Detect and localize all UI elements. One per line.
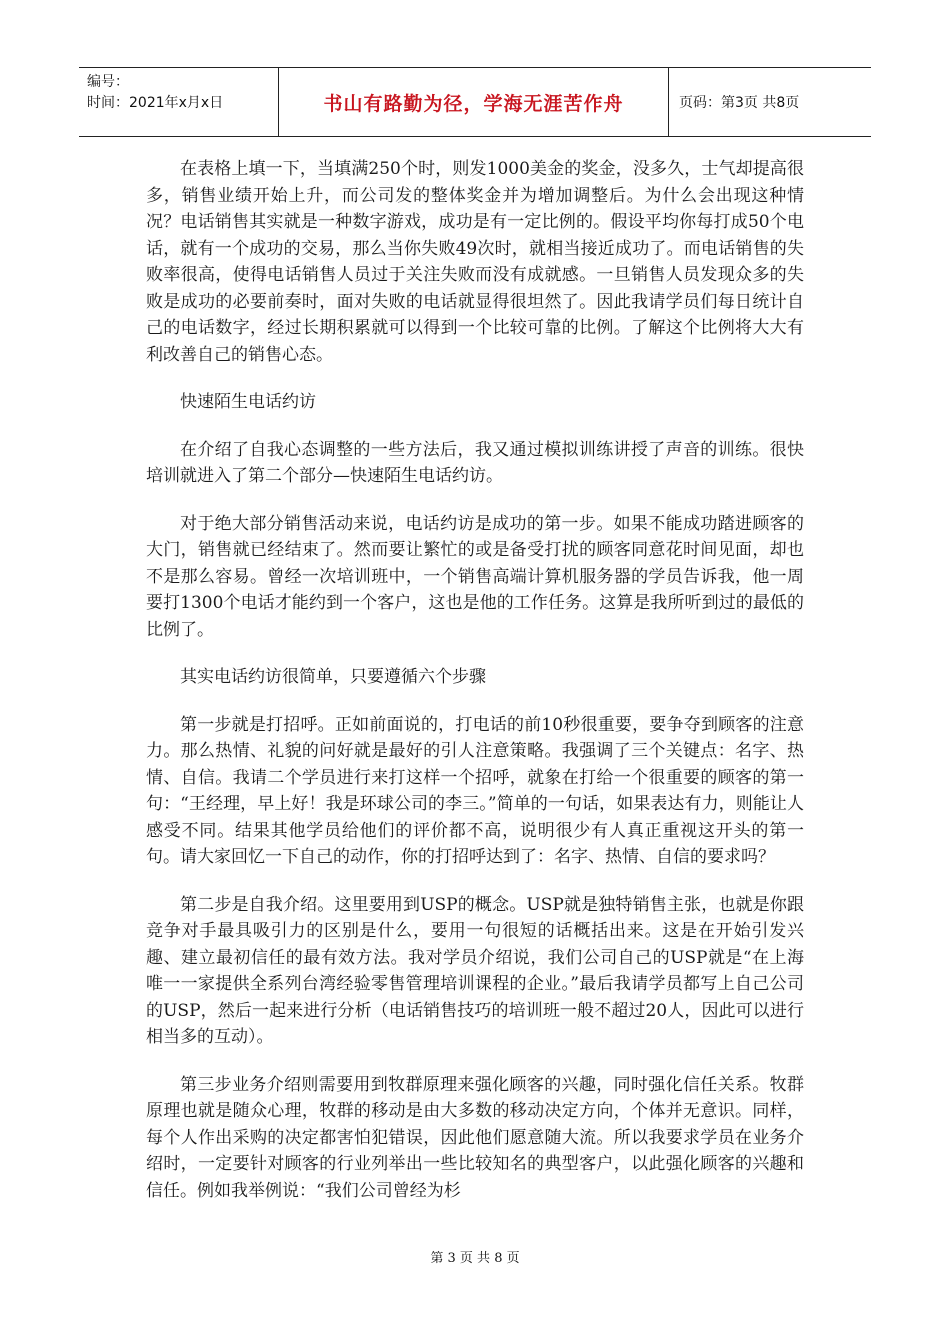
- section-heading: 其实电话约访很简单，只要遵循六个步骤: [180, 667, 486, 687]
- header-motto-cell: [279, 68, 669, 136]
- document-body: [146, 156, 804, 1225]
- body-paragraph: 第三步业务介绍则需要用到牧群原理来强化顾客的兴趣，同时强化信任关系。牧群原理也就是随众心理，牧群的移动是由大多数的移动决定方向，个体并无意识。同样，每个人作出采购的决定都害怕犯错误，因此他们愿意随大流。所以我要求学员在业务介绍时，一定要针对顾客的行业列举出一些比较知名的典型客户，以此强化顾客的兴趣和信任。例如我举例说：“我们公司曾经为杉: [146, 1074, 804, 1201]
- page-footer: [0, 1247, 950, 1266]
- header-page-number: 页码：第3页 共8页: [679, 95, 800, 111]
- section-heading: 快速陌生电话约访: [180, 392, 316, 412]
- body-paragraph: 在介绍了自我心态调整的一些方法后，我又通过模拟训练讲授了声音的训练。很快培训就进入了第二个部分—快速陌生电话约访。: [146, 439, 804, 486]
- header-page-cell: [669, 68, 871, 136]
- body-paragraph: 对于绝大部分销售活动来说，电话约访是成功的第一步。如果不能成功踏进顾客的大门，销售就已经结束了。然而要让繁忙的或是备受打扰的顾客同意花时间见面，却也不是那么容易。曾经一次培训班中，一个销售高端计算机服务器的学员告诉我，他一周要打1300个电话才能约到一个客户，这也是他的工作任务。这算是我所听到过的最低的比例了。: [146, 513, 804, 640]
- body-paragraph: 在表格上填一下，当填满250个时，则发1000美金的奖金，没多久，士气却提高很多，销售业绩开始上升，而公司发的整体奖金并为增加调整后。为什么会出现这种情况？电话销售其实就是一种数字游戏，成功是有一定比例的。假设平均你每打成50个电话，就有一个成功的交易，那么当你失败49次时，就相当接近成功了。而电话销售的失败率很高，使得电话销售人员过于关注失败而没有成就感。一旦销售人员发现众多的失败是成功的必要前奏时，面对失败的电话就显得很坦然了。因此我请学员们每日统计自己的电话数字，经过长期积累就可以得到一个比较可靠的比例。了解这个比例将大大有利改善自己的销售心态。: [146, 159, 804, 365]
- footer-page-number: 第 3 页 共 8 页: [430, 1251, 520, 1266]
- header-meta: [79, 68, 279, 136]
- page-header: [79, 67, 871, 137]
- document-number-label: 编号：: [87, 74, 129, 90]
- header-motto: 书山有路勤为径，学海无涯苦作舟: [323, 92, 624, 115]
- body-paragraph: 第一步就是打招呼。正如前面说的，打电话的前10秒很重要，要争夺到顾客的注意力。那么热情、礼貌的问好就是最好的引人注意策略。我强调了三个关键点：名字、热情、自信。我请二个学员进行来打这样一个招呼，就象在打给一个很重要的顾客的第一句：“王经理，早上好！我是环球公司的李三。”简单的一句话，如果表达有力，则能让人感受不同。结果其他学员给他们的评价都不高，说明很少有人真正重视这开头的第一句。请大家回忆一下自己的动作，你的打招呼达到了：名字、热情、自信的要求吗？: [146, 714, 804, 867]
- document-time-label: 时间：2021年x月x日: [87, 95, 224, 111]
- body-paragraph: 第二步是自我介绍。这里要用到USP的概念。USP就是独特销售主张，也就是你跟竞争对手最具吸引力的区别是什么，要用一句很短的话概括出来。这是在开始引发兴趣、建立最初信任的最有效方法。我对学员介绍说，我们公司自己的USP就是“在上海唯一一家提供全系列台湾经验零售管理培训课程的企业。”最后我请学员都写上自己公司的USP，然后一起来进行分析（电话销售技巧的培训班一般不超过20人，因此可以进行相当多的互动）。: [146, 894, 804, 1047]
